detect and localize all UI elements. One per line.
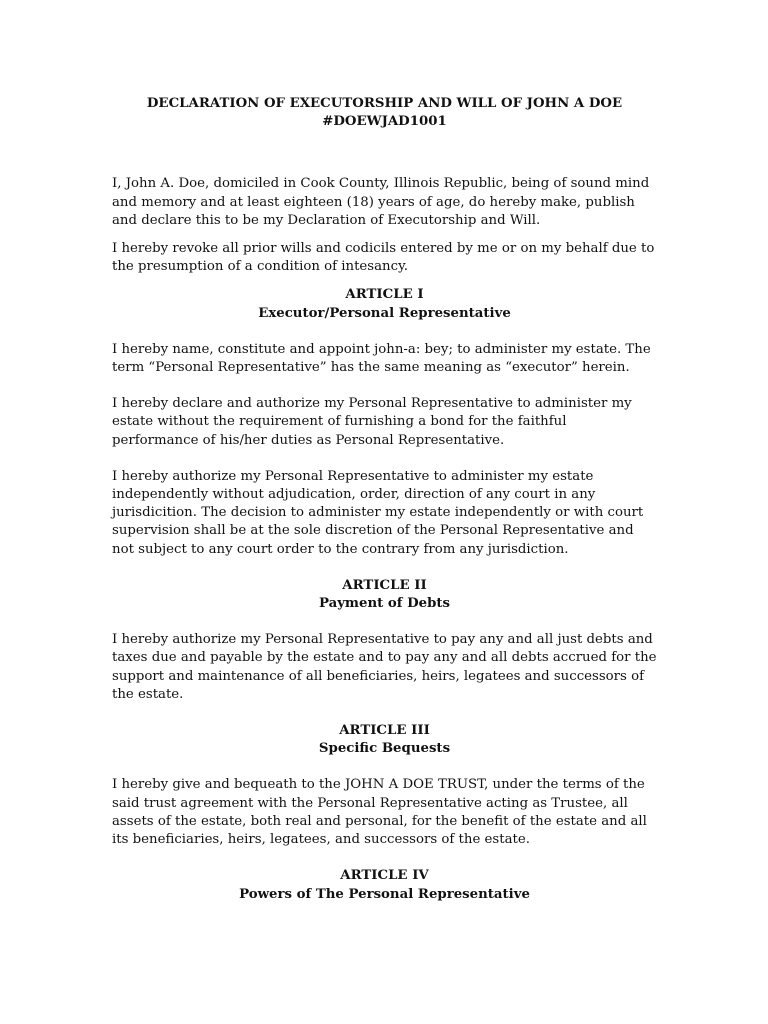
article-title: Powers of The Personal Representative bbox=[239, 886, 530, 902]
document-title: DECLARATION OF EXECUTORSHIP AND WILL OF JOHN A DOE bbox=[146, 96, 623, 111]
article-heading bbox=[112, 286, 657, 322]
article-number: ARTICLE I bbox=[345, 287, 424, 303]
article-title: Executor/Personal Representative bbox=[258, 305, 511, 321]
document-title-block bbox=[112, 95, 657, 131]
intro-paragraph: I hereby revoke all prior wills and codicils entered by me or on my behalf due to the presumption of a condition of intesancy. bbox=[112, 241, 655, 275]
article-paragraph: I hereby name, constitute and appoint john-a: bey; to administer my estate. The term “Personal Representative” has the same meaning as “executor” herein. bbox=[112, 341, 651, 376]
document-page bbox=[112, 95, 657, 904]
article-number: ARTICLE IV bbox=[340, 868, 429, 884]
document-reference: #DOEWJAD1001 bbox=[322, 114, 447, 130]
article-heading bbox=[112, 577, 657, 613]
intro-paragraph: I, John A. Doe, domiciled in Cook County, Illinois Republic, being of sound mind and memory and at least eighteen (18) years of age, do hereby make, publish and declare this to be my Declaration of Executorship and Will. bbox=[112, 176, 650, 228]
article-number: ARTICLE III bbox=[339, 723, 430, 739]
article-title: Specific Bequests bbox=[318, 741, 451, 757]
article-title: Payment of Debts bbox=[318, 596, 451, 612]
article-heading bbox=[112, 722, 657, 758]
article-heading bbox=[112, 867, 657, 903]
article-paragraph: I hereby authorize my Personal Representative to administer my estate independently without adjudication, order, direction of any court in any jurisdicition. The decision to administer my estate independently or with court supervision shall be at the sole discretion of the Personal Representative and not subject to any court order to the contrary from any jurisdiction. bbox=[112, 468, 644, 557]
article-number: ARTICLE II bbox=[342, 577, 427, 593]
article-paragraph: I hereby authorize my Personal Representative to pay any and all just debts and taxes due and payable by the estate and to pay any and all debts accrued for the support and maintenance of all beneficiaries, heirs, legatees and successors of the estate. bbox=[112, 632, 657, 702]
article-paragraph: I hereby declare and authorize my Personal Representative to administer my estate without the requirement of furnishing a bond for the faithful performance of his/her duties as Personal Representative. bbox=[112, 396, 632, 448]
article-paragraph: I hereby give and bequeath to the JOHN A DOE TRUST, under the terms of the said trust agreement with the Personal Representative acting as Trustee, all assets of the estate, both real and personal, for the benefit of the estate and all its beneficiaries, heirs, legatees, and successors of the estate. bbox=[112, 777, 647, 848]
